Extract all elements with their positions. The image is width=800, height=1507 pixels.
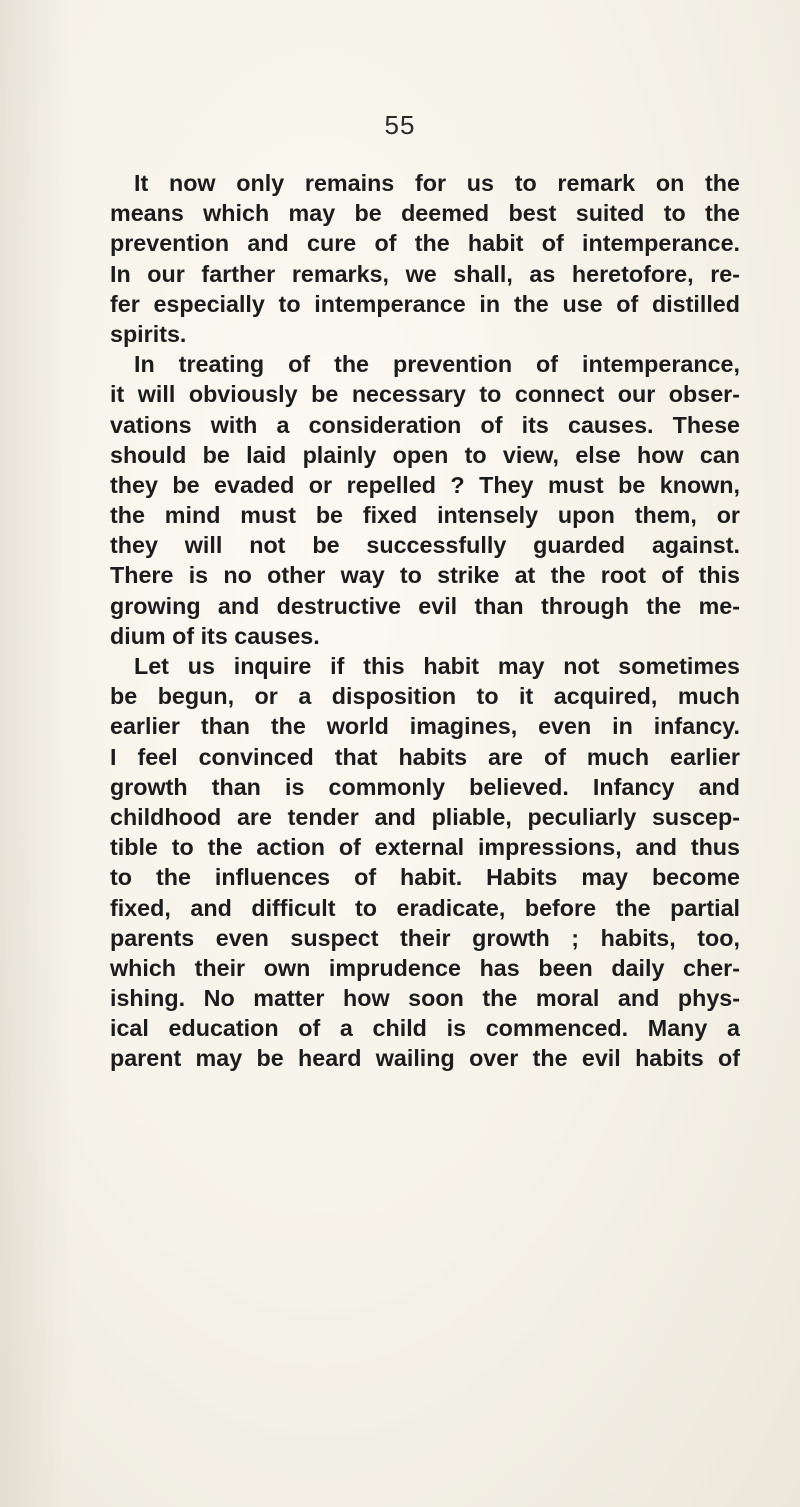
text-line: In treating of the prevention of intemperance, [134,351,740,378]
text-line: parents even suspect their growth ; habits, too, [110,924,740,951]
text-line: spirits. [110,320,187,347]
page-number: 55 [384,110,416,140]
text-line: I feel convinced that habits are of much earlier [110,743,740,770]
text-line: growth than is commonly believed. Infancy and [110,773,740,800]
text-line: be begun, or a disposition to it acquired, much [110,683,740,710]
text-line: tible to the action of external impressions, and thus [110,834,740,861]
text-line: ishing. No matter how soon the moral and phys- [110,985,740,1012]
text-line: prevention and cure of the habit of intemperance. [110,230,740,257]
text-line: they be evaded or repelled ? They must be known, [110,471,740,498]
page-edge-shadow [0,0,70,1507]
text-line: In our farther remarks, we shall, as heretofore, re- [110,260,740,287]
text-line: vations with a consideration of its causes. These [110,411,740,438]
text-line: ical education of a child is commenced. Many a [110,1015,740,1042]
body-text [110,168,740,1074]
text-line: dium of its causes. [110,622,320,649]
text-line: There is no other way to strike at the root of this [110,562,740,589]
text-line: fixed, and difficult to eradicate, before the partial [110,894,740,921]
text-line: it will obviously be necessary to connect our obser- [110,381,740,408]
text-line: It now only remains for us to remark on the [134,170,740,196]
text-line: to the influences of habit. Habits may become [110,864,740,891]
text-line: fer especially to intemperance in the use of distilled [110,290,740,317]
text-line: which their own imprudence has been daily cher- [110,954,740,981]
text-line: growing and destructive evil than through the me- [110,592,740,619]
text-line: childhood are tender and pliable, peculiarly suscep- [110,803,740,830]
text-line: means which may be deemed best suited to the [110,200,740,227]
text-line: the mind must be fixed intensely upon them, or [110,502,740,529]
text-line: should be laid plainly open to view, else how can [110,441,740,468]
text-line: Let us inquire if this habit may not sometimes [134,653,740,679]
text-line: they will not be successfully guarded against. [110,532,740,559]
text-line: parent may be heard wailing over the evil habits of [110,1045,740,1072]
text-line: earlier than the world imagines, even in infancy. [110,713,740,740]
